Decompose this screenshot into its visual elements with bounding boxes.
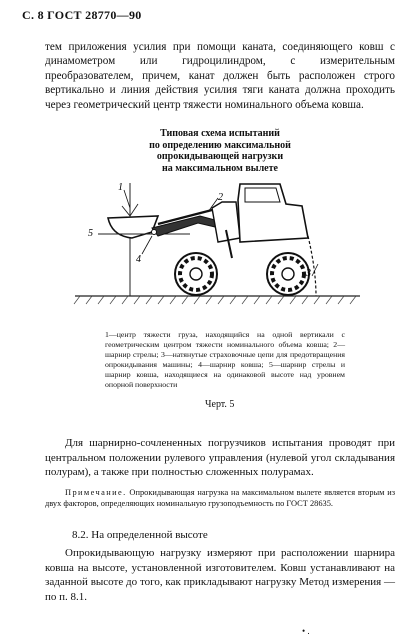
label-2: 2 (218, 192, 223, 203)
label-1: 1 (118, 182, 123, 193)
figure-title-line: на максимальном вылете (162, 162, 278, 174)
loader-diagram (40, 178, 380, 318)
figure-title (110, 128, 330, 174)
intro-paragraph (45, 40, 395, 112)
bucket (108, 216, 158, 238)
safety-chain (308, 236, 316, 296)
figure-title-line: по определению максимальной (149, 139, 291, 151)
front-frame (212, 202, 240, 242)
label-3: 3 (306, 268, 311, 279)
ground-hatching (74, 296, 356, 304)
front-wheel (175, 253, 217, 295)
section-title: На определенной высоте (91, 529, 208, 541)
intro-text: тем приложения усилия при помощи каната, соединяющего ковш с динамометром или гидроцилиндром, с измерительным преобразователем, причем, канат должен быть расположен строго вертикально и линия действия усилия тяги каната должна проходить через геометрический центр тяжести номинального объема ковша. (45, 41, 395, 111)
section-heading (72, 529, 208, 541)
label-4: 4 (136, 254, 141, 265)
rear-wheel (267, 253, 309, 295)
footer-mark: • . (302, 626, 310, 636)
note (45, 487, 395, 509)
bucket-pivot (152, 230, 157, 235)
leader-3 (312, 264, 318, 276)
label-5: 5 (88, 228, 93, 239)
section-number: 8.2. (72, 529, 89, 541)
figure-title-line: Типовая схема испытаний (160, 128, 280, 139)
figure-title-line: опрокидывающей нагрузки (156, 151, 284, 162)
note-text: Опрокидывающая нагрузка на максимальном вылете является вторым из двух факторов, определяющих номинальную грузоподъемность по ГОСТ 28635. (45, 488, 395, 509)
figure-caption: 1—центр тяжести груза, находящийся на одной вертикали с геометрическим центром тяжести номинального объема ковша; 2—шарнир стрелы; 3—натянутые страховочные цепи для предотвращения опрокидывания машины; 4—шарнир ковша; 5—шарнир стрелы и шарнир ковша, находящиеся на одинаковой высоте над уровнем опорной поверхности (105, 330, 345, 389)
note-label: Примечание. (65, 488, 127, 497)
cab-window (245, 188, 280, 202)
leader-1 (124, 190, 130, 208)
figure-number: Черт. 5 (205, 399, 235, 410)
leader-4 (142, 236, 152, 254)
page-header: С. 8 ГОСТ 28770—90 (22, 8, 142, 22)
paragraph-height: Опрокидывающую нагрузку измеряют при расположении шарнира ковша на высоте, установленной изготовителем. Ковш устанавливают на заданной высоте до того, как прикладывают нагрузку Метод измерения — по п. 8.1. (45, 547, 395, 603)
paragraph-articulated: Для шарнирно-сочлененных погрузчиков испытания проводят при центральном положении рулевого управления (нулевой угол складывания полурам), а также при полностью сложенных полурамах. (45, 437, 395, 478)
